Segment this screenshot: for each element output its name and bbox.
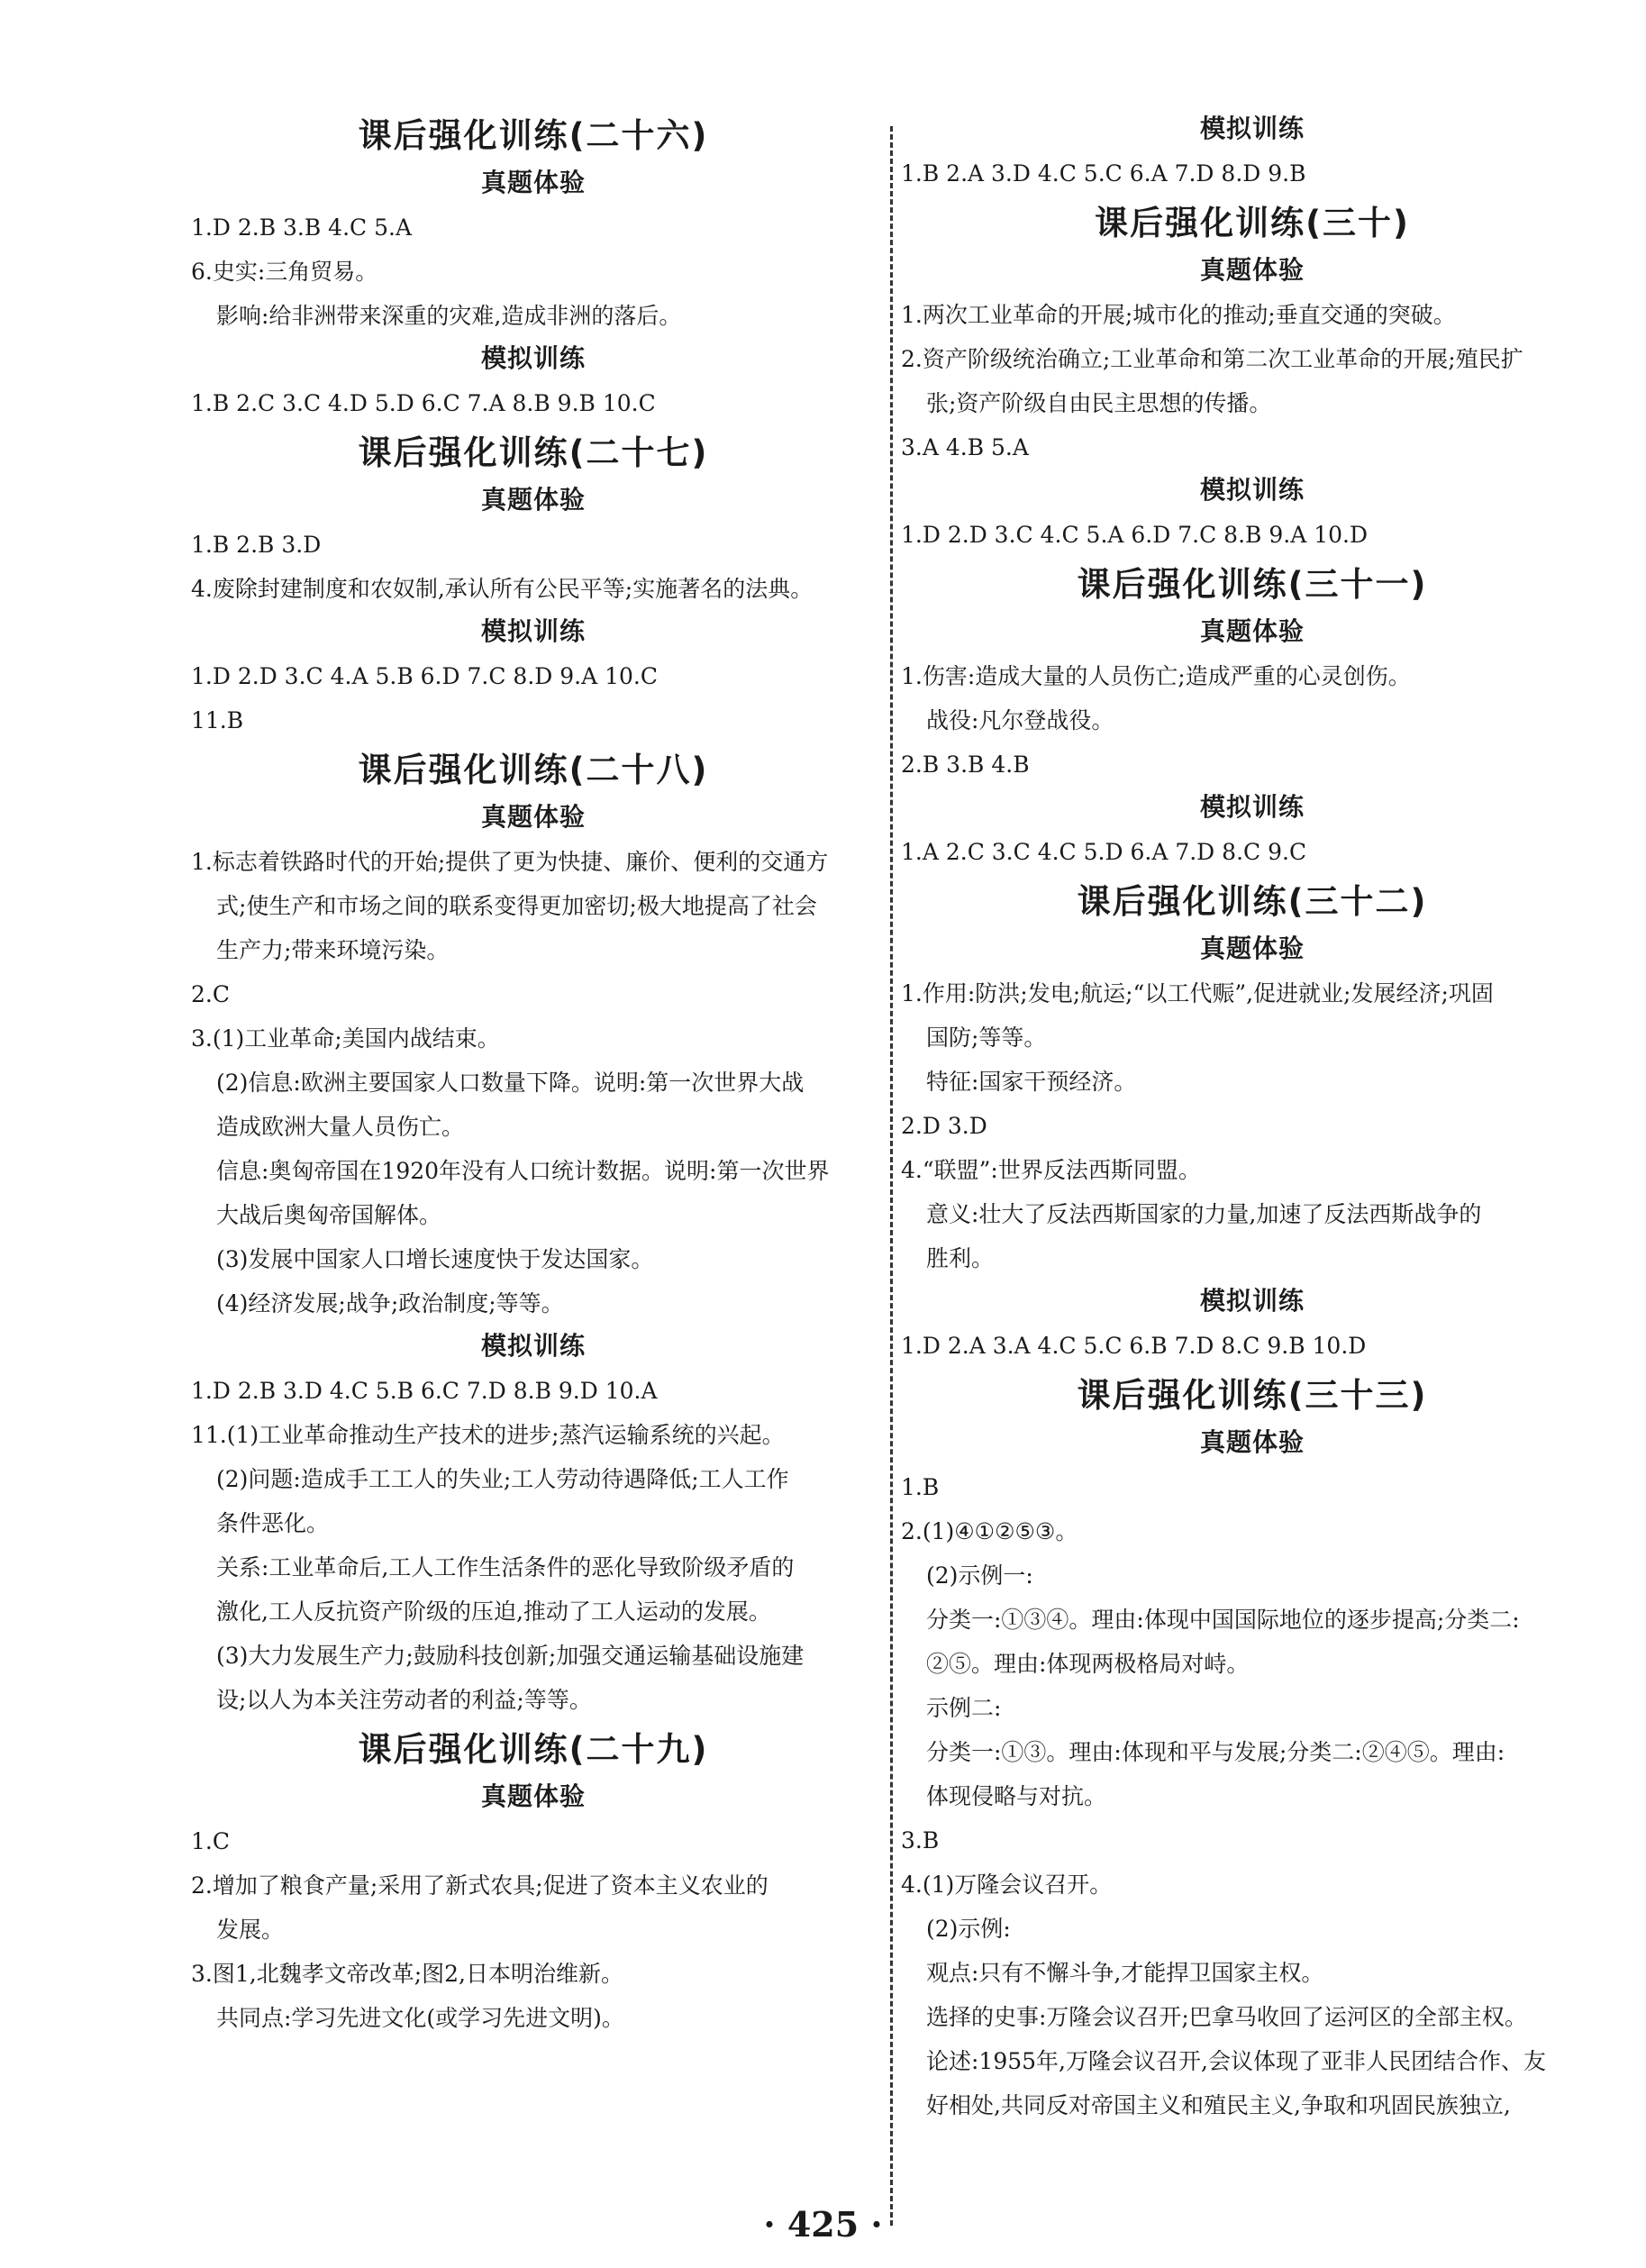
answer-line: 观点:只有不懈斗争,才能捍卫国家主权。 <box>926 1960 1324 1986</box>
exercise-section <box>901 879 1604 1368</box>
answer-line: 4.“联盟”:世界反法西斯同盟。 <box>901 1157 1201 1183</box>
answer-line: 张;资产阶级自由民主思想的传播。 <box>926 390 1272 416</box>
answer-line: 1.D 2.D 3.C 4.C 5.A 6.D 7.C 8.B 9.A 10.D <box>901 522 1368 548</box>
answer-line: 激化,工人反抗资产阶级的压迫,推动了工人运动的发展。 <box>216 1599 771 1625</box>
answer-line: 胜利。 <box>926 1245 995 1271</box>
answer-line: (2)问题:造成手工工人的失业;工人劳动待遇降低;工人工作 <box>216 1466 789 1492</box>
answer-line: 1.作用:防洪;发电;航运;“以工代赈”,促进就业;发展经济;巩固 <box>901 980 1494 1006</box>
answer-line: (3)发展中国家人口增长速度快于发达国家。 <box>216 1246 654 1272</box>
exercise-section <box>191 748 876 1722</box>
subsection-heading: 真题体验 <box>480 802 586 832</box>
answer-line: 造成欧洲大量人员伤亡。 <box>216 1114 465 1140</box>
subsection-heading: 真题体验 <box>1199 616 1305 646</box>
answer-line: 1.B <box>901 1474 940 1500</box>
answer-line: 1.D 2.B 3.D 4.C 5.B 6.C 7.D 8.B 9.D 10.A <box>191 1378 658 1404</box>
answer-line: 生产力;带来环境污染。 <box>216 937 450 963</box>
answer-line: ②⑤。理由:体现两极格局对峙。 <box>926 1651 1250 1677</box>
subsection-heading: 真题体验 <box>1199 934 1305 963</box>
answer-line: 4.废除封建制度和农奴制,承认所有公民平等;实施著名的法典。 <box>191 576 814 602</box>
answer-line: 4.(1)万隆会议召开。 <box>901 1872 1113 1898</box>
answer-line: 1.D 2.D 3.C 4.A 5.B 6.D 7.C 8.D 9.A 10.C <box>191 663 658 689</box>
answer-line: (2)信息:欧洲主要国家人口数量下降。说明:第一次世界大战 <box>216 1070 805 1096</box>
exercise-section <box>191 431 876 742</box>
exercise-section <box>901 1373 1604 2127</box>
right-column <box>901 108 1604 2127</box>
answer-line: 特征:国家干预经济。 <box>926 1069 1137 1095</box>
subsection-heading: 真题体验 <box>480 485 586 515</box>
answer-line: 关系:工业革命后,工人工作生活条件的恶化导致阶级矛盾的 <box>216 1554 795 1580</box>
exercise-section <box>901 201 1604 557</box>
subsection-heading: 模拟训练 <box>480 1331 586 1361</box>
answer-line: 国防;等等。 <box>926 1025 1047 1051</box>
subsection-heading: 真题体验 <box>480 168 586 197</box>
answer-line: 1.两次工业革命的开展;城市化的推动;垂直交通的突破。 <box>901 302 1456 328</box>
section-title: 课后强化训练(二十七) <box>358 433 709 472</box>
exercise-section <box>191 1727 876 2040</box>
answer-line: 条件恶化。 <box>216 1510 330 1536</box>
answer-line: 发展。 <box>216 1917 285 1943</box>
answer-line: (4)经济发展;战争;政治制度;等等。 <box>216 1290 564 1316</box>
answer-line: 选择的史事:万隆会议召开;巴拿马收回了运河区的全部主权。 <box>926 2004 1527 2030</box>
answer-line: (2)示例一: <box>926 1562 1033 1589</box>
subsection-heading: 真题体验 <box>1199 1427 1305 1457</box>
answer-line: 1.标志着铁路时代的开始;提供了更为快捷、廉价、便利的交通方 <box>191 849 829 875</box>
answer-line: 1.B 2.A 3.D 4.C 5.C 6.A 7.D 8.D 9.B <box>901 160 1306 187</box>
answer-line: 2.B 3.B 4.B <box>901 751 1030 778</box>
answer-line: 3.A 4.B 5.A <box>901 434 1029 460</box>
answer-line: 式;使生产和市场之间的联系变得更加密切;极大地提高了社会 <box>216 893 817 919</box>
answer-line: 2.C <box>191 981 230 1007</box>
page-number: · 425 · <box>763 2204 883 2245</box>
answer-line: 1.A 2.C 3.C 4.C 5.D 6.A 7.D 8.C 9.C <box>901 839 1307 865</box>
subsection-heading: 模拟训练 <box>1199 1286 1305 1316</box>
answer-line: 11.(1)工业革命推动生产技术的进步;蒸汽运输系统的兴起。 <box>191 1422 785 1448</box>
subsection-heading: 真题体验 <box>1199 255 1305 285</box>
section-title: 课后强化训练(二十九) <box>358 1730 709 1769</box>
subsection-heading: 真题体验 <box>480 1781 586 1811</box>
answer-line: 信息:奥匈帝国在1920年没有人口统计数据。说明:第一次世界 <box>216 1158 830 1184</box>
answer-line: 大战后奥匈帝国解体。 <box>216 1202 442 1228</box>
subsection-heading: 模拟训练 <box>480 343 586 373</box>
answer-line: 3.B <box>901 1827 940 1854</box>
section-title: 课后强化训练(三十) <box>1095 204 1410 242</box>
answer-line: 共同点:学习先进文化(或学习先进文明)。 <box>216 2005 624 2031</box>
exercise-section <box>901 562 1604 874</box>
answer-line: 1.D 2.B 3.B 4.C 5.A <box>191 214 413 241</box>
left-column <box>191 108 876 2040</box>
answer-line: 3.(1)工业革命;美国内战结束。 <box>191 1025 500 1052</box>
answer-line: 1.C <box>191 1828 230 1854</box>
answer-line: 2.D 3.D <box>901 1113 987 1139</box>
section-title: 课后强化训练(二十六) <box>358 116 709 155</box>
column-divider <box>890 126 893 2226</box>
section-title: 课后强化训练(三十三) <box>1077 1376 1428 1415</box>
subsection-heading: 模拟训练 <box>1199 792 1305 822</box>
answer-line: 1.伤害:造成大量的人员伤亡;造成严重的心灵创伤。 <box>901 663 1411 689</box>
answer-line: 设;以人为本关注劳动者的利益;等等。 <box>216 1687 592 1713</box>
subsection-heading: 模拟训练 <box>1199 475 1305 505</box>
answer-line: 6.史实:三角贸易。 <box>191 259 378 285</box>
section-title: 课后强化训练(三十二) <box>1077 882 1428 921</box>
answer-line: 示例二: <box>926 1695 1002 1721</box>
answer-line: 1.D 2.A 3.A 4.C 5.C 6.B 7.D 8.C 9.B 10.D <box>901 1333 1367 1359</box>
exercise-section <box>191 114 876 425</box>
answer-line: 好相处,共同反对帝国主义和殖民主义,争取和巩固民族独立, <box>926 2092 1511 2118</box>
answer-line: 2.(1)④①②⑤③。 <box>901 1518 1078 1544</box>
section-title: 课后强化训练(二十八) <box>358 751 709 789</box>
answer-line: 1.B 2.B 3.D <box>191 532 322 558</box>
answer-line: 2.资产阶级统治确立;工业革命和第二次工业革命的开展;殖民扩 <box>901 346 1523 372</box>
subsection-heading: 模拟训练 <box>480 616 586 646</box>
answer-line: 影响:给非洲带来深重的灾难,造成非洲的落后。 <box>216 303 682 329</box>
answer-line: 2.增加了粮食产量;采用了新式农具;促进了资本主义农业的 <box>191 1872 768 1899</box>
answer-line: 体现侵略与对抗。 <box>926 1783 1107 1809</box>
answer-line: 11.B <box>191 707 244 733</box>
answer-line: 分类一:①③④。理由:体现中国国际地位的逐步提高;分类二: <box>926 1607 1520 1633</box>
subsection-heading: 模拟训练 <box>1199 114 1305 143</box>
answer-line: 战役:凡尔登战役。 <box>926 707 1114 733</box>
answer-line: (3)大力发展生产力;鼓励科技创新;加强交通运输基础设施建 <box>216 1643 805 1669</box>
exercise-section <box>901 108 1604 196</box>
answer-line: 分类一:①③。理由:体现和平与发展;分类二:②④⑤。理由: <box>926 1739 1505 1765</box>
answer-line: (2)示例: <box>926 1916 1011 1942</box>
answer-line: 1.B 2.C 3.C 4.D 5.D 6.C 7.A 8.B 9.B 10.C <box>191 390 656 416</box>
answer-line: 3.图1,北魏孝文帝改革;图2,日本明治维新。 <box>191 1961 623 1987</box>
section-title: 课后强化训练(三十一) <box>1077 565 1428 604</box>
answer-line: 意义:壮大了反法西斯国家的力量,加速了反法西斯战争的 <box>926 1201 1482 1227</box>
answer-line: 论述:1955年,万隆会议召开,会议体现了亚非人民团结合作、友 <box>926 2048 1546 2074</box>
